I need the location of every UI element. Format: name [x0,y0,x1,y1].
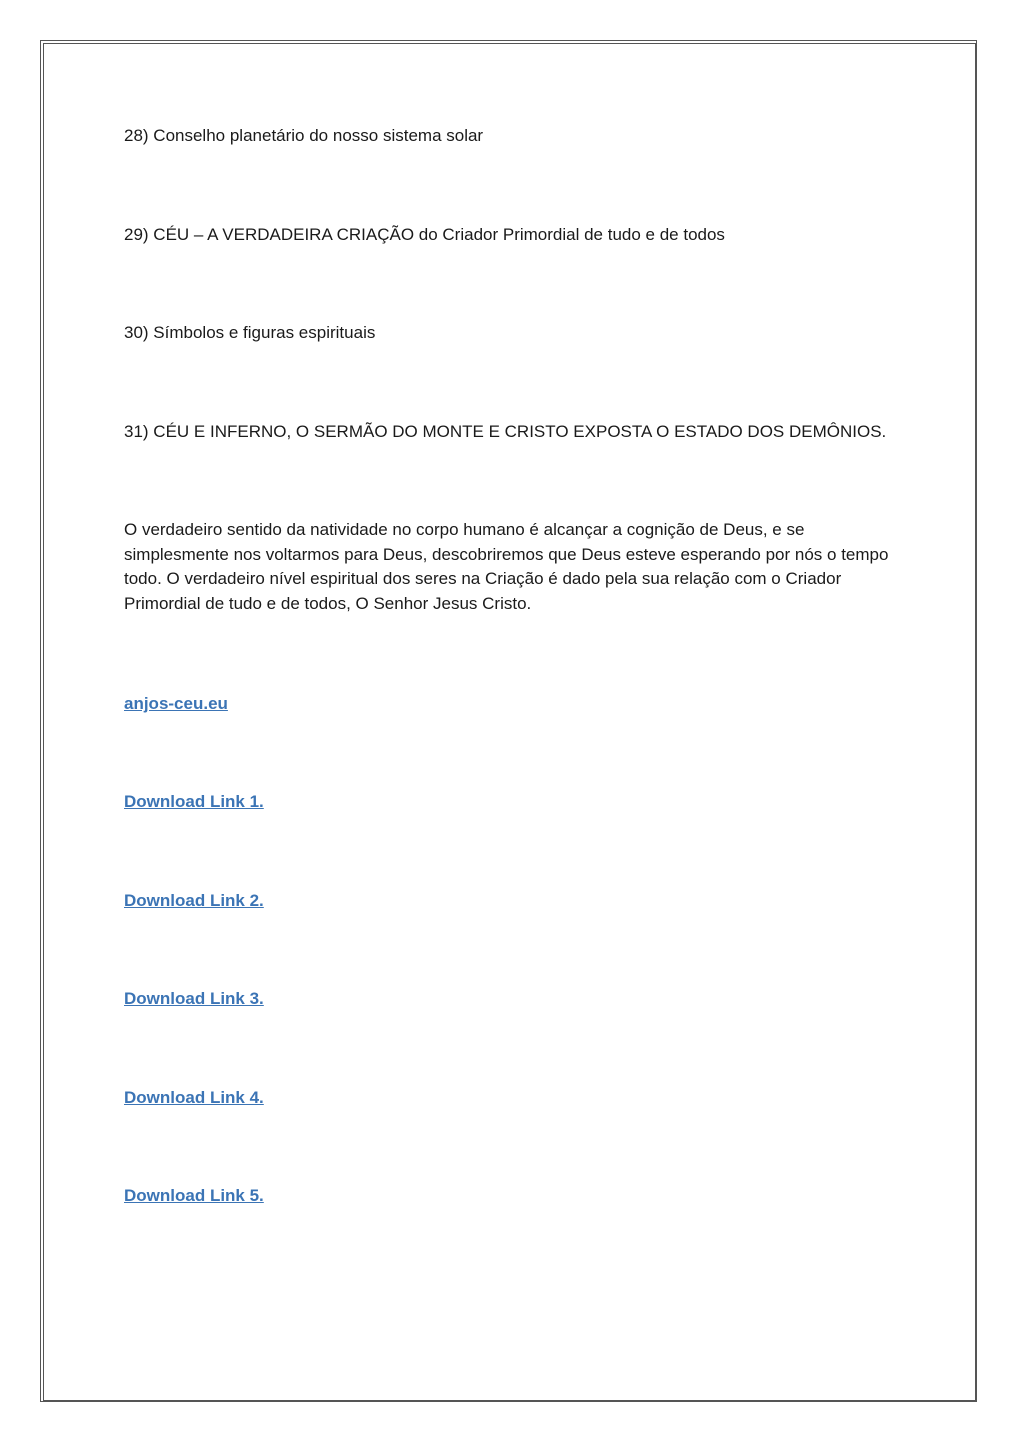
item-30: 30) Símbolos e figuras espirituais [124,323,376,342]
download-link-4[interactable]: Download Link 4. [124,1088,264,1107]
item-31: 31) CÉU E INFERNO, O SERMÃO DO MONTE E CRISTO EXPOSTA O ESTADO DOS DEMÔNIOS. [124,422,887,441]
item-29: 29) CÉU – A VERDADEIRA CRIAÇÃO do Criador Primordial de tudo e de todos [124,225,725,244]
download-link-2[interactable]: Download Link 2. [124,891,264,910]
download-link-1[interactable]: Download Link 1. [124,792,264,811]
download-link-5[interactable]: Download Link 5. [124,1186,264,1205]
body-paragraph: O verdadeiro sentido da natividade no corpo humano é alcançar a cognição de Deus, e se simplesmente nos voltarmos para Deus, descobriremos que Deus esteve esperando por nós o tempo todo. O verdadeiro nível espiritual dos seres na Criação é dado pela sua relação com o Criador Primordial de tudo e de todos, O Senhor Jesus Cristo. [124,520,889,613]
download-link-3[interactable]: Download Link 3. [124,989,264,1008]
site-link[interactable]: anjos-ceu.eu [124,694,228,713]
item-28: 28) Conselho planetário do nosso sistema solar [124,126,484,145]
